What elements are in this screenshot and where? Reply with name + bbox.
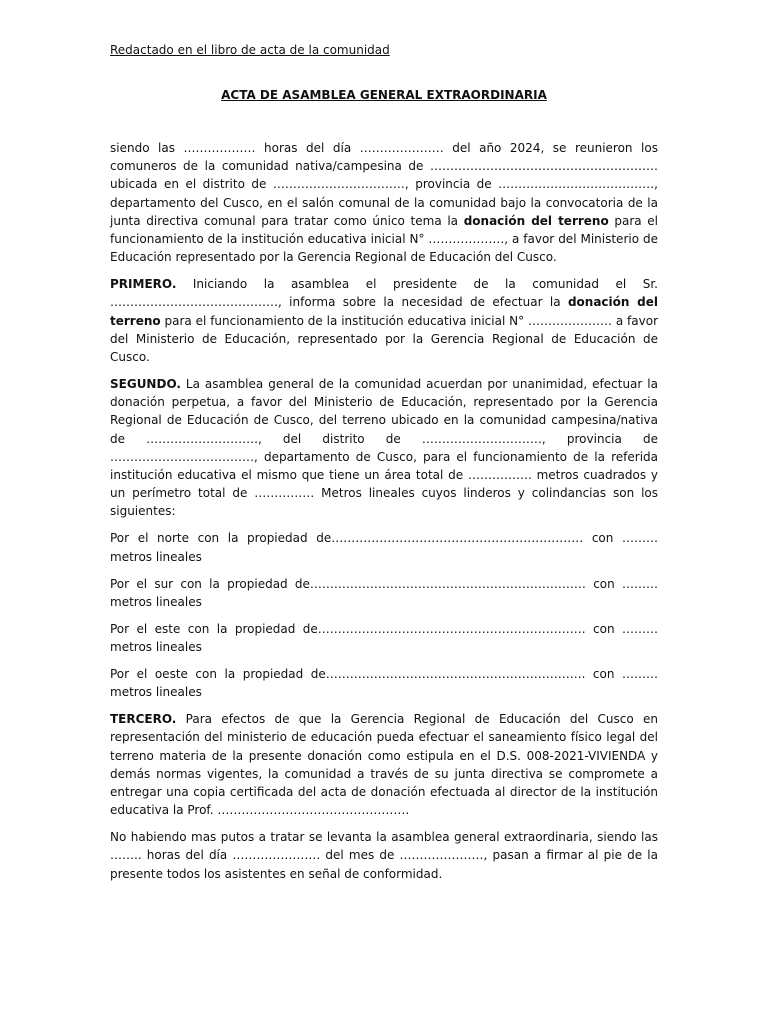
intro-paragraph — [110, 139, 658, 266]
primero-label: PRIMERO. — [110, 277, 177, 292]
primero-text-1: Iniciando la asamblea el presidente de la comunidad el Sr. ……………………………………, informa sobre la necesidad de efectuar la — [110, 277, 658, 310]
document-title: ACTA DE ASAMBLEA GENERAL EXTRAORDINARIA — [221, 88, 547, 102]
primero-paragraph — [110, 275, 658, 366]
intro-text-2: para el funcionamiento de la institución educativa inicial N° ………………., a favor del Ministerio de Educación representado por la Gerencia Regional de Educación del Cusco. — [110, 213, 658, 265]
document-body — [110, 139, 658, 892]
segundo-text: La asamblea general de la comunidad acuerdan por unanimidad, efectuar la donación perpetua, a favor del Ministerio de Educación, representado por la Gerencia Regional de Educación de Cusco, del terreno ubicado en la comunidad campesina/nativa de ………………………., del distrito de …………………………, provincia de ………………………………, departamento de Cusco, para el funcionamiento de la referida institución educativa el mismo que tiene un área total de ……………. metros cuadrados y un perímetro total de …………… Metros lineales cuyos linderos y colindancias son los siguientes: — [110, 377, 658, 519]
boundary-norte: Por el norte con la propiedad de……………………………………………………… con ………metros lineales — [110, 531, 658, 564]
tercero-label: TERCERO. — [110, 712, 177, 727]
segundo-label: SEGUNDO. — [110, 377, 181, 392]
tercero-paragraph — [110, 710, 658, 819]
boundary-este: Por el este con la propiedad de…………………………………………………………. con ………metros lineales — [110, 621, 658, 655]
segundo-paragraph — [110, 375, 658, 521]
header-note: Redactado en el libro de acta de la comunidad — [110, 43, 390, 57]
intro-text-1: siendo las ……………… horas del día ………………… del año 2024, se reunieron los comuneros de la comunidad nativa/campesina de ………………………………………………… ubicada en el distrito de ……………………………, provincia de …………………………………, departamento del Cusco, en el salón comunal de la comunidad bajo la convocatoria de la junta directiva comunal para tratar como único tema la — [110, 141, 658, 228]
tercero-text: Para efectos de que la Gerencia Regional de Educación del Cusco en representación del ministerio de educación pueda efectuar el saneamiento físico legal del terreno materia de la presente donación como estipula en el D.S. 008-2021-VIVIENDA y demás normas vigentes, la comunidad a través de su junta directiva se compromete a entregar una copia certificada del acta de donación efectuada al director de la institución educativa la Prof. ………………………………………… — [110, 712, 658, 818]
primero-text-2: para el funcionamiento de la institución educativa inicial N° ………………… a favor del Ministerio de Educación, representado por la Gerencia Regional de Educación de Cusco. — [110, 313, 658, 365]
boundary-oeste: Por el oeste con la propiedad de……………………………………………………….. con ………metros lineales — [110, 667, 658, 700]
boundary-sur: Por el sur con la propiedad de…………………………………………………………… con ………metros lineales — [110, 576, 658, 609]
primero-bold-donation: donación del terreno — [110, 295, 658, 328]
intro-bold-donation: donación del terreno — [463, 213, 609, 228]
closing-paragraph: No habiendo mas putos a tratar se levanta la asamblea general extraordinaria, siendo las …….. horas del día …………………. del mes de …………………, pasan a firmar al pie de la presente todos los asistentes en señal de conformidad. — [110, 830, 658, 881]
